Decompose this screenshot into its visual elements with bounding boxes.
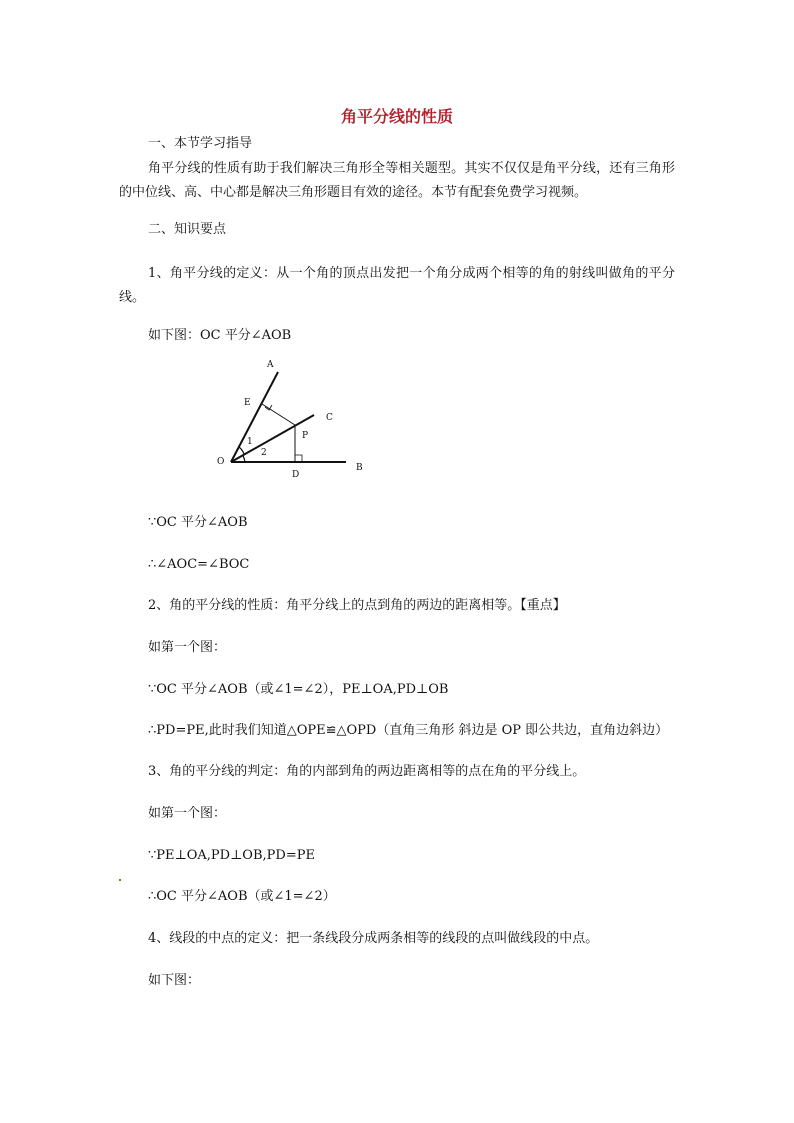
therefore-statement-2: ∴PD=PE,此时我们知道△OPE≌△OPD（直角三角形 斜边是 OP 即公共边，直角边斜边） [148,723,669,738]
label-e: E [244,398,251,408]
stray-mark [119,879,121,881]
label-angle-2: 2 [261,448,267,458]
section-heading-guide: 一、本节学习指导 [148,136,253,151]
point-1-definition: 1、角平分线的定义：从一个角的顶点出发把一个角分成两个相等的角的射线叫做角的平分线。 [119,266,675,305]
figure-caption: 如下图：OC 平分∠AOB [148,328,292,343]
label-p: P [302,431,309,441]
therefore-statement-3: ∴OC 平分∠AOB（或∠1=∠2） [148,889,336,904]
label-b: B [356,463,363,473]
point-2-property: 2、角的平分线的性质：角平分线上的点到角的两边的距离相等。【重点】 [148,598,566,613]
segment-pe [262,404,295,425]
label-a: A [267,360,274,370]
because-statement-2: ∵OC 平分∠AOB（或∠1=∠2），PE⊥OA,PD⊥OB [148,682,449,697]
figure-caption-2: 如下图： [148,973,201,988]
guide-paragraph: 角平分线的性质有助于我们解决三角形全等相关题型。其实不仅仅是角平分线，还有三角形的中位线、高、中心都是解决三角形题目有效的途径。本节有配套免费学习视频。 [119,161,675,200]
page-title: 角平分线的性质 [340,107,453,126]
because-statement-1: ∵OC 平分∠AOB [148,515,248,530]
label-c: C [326,413,333,423]
right-angle-mark-d [295,455,302,462]
see-figure-2: 如第一个图： [148,806,227,821]
label-angle-1: 1 [247,437,253,447]
angle-1-arc [239,447,244,454]
because-statement-3: ∵PE⊥OA,PD⊥OB,PD=PE [148,848,315,863]
label-d: D [292,470,300,480]
point-3-criterion: 3、角的平分线的判定：角的内部到角的两边距离相等的点在角的平分线上。 [148,764,586,779]
section-heading-key-points: 二、知识要点 [148,222,227,237]
label-o: O [217,457,225,467]
point-4-midpoint: 4、线段的中点的定义：把一条线段分成两条相等的线段的点叫做线段的中点。 [148,931,599,946]
therefore-statement-1: ∴∠AOC=∠BOC [148,557,250,572]
angle-bisector-figure [210,352,380,482]
see-figure-1: 如第一个图： [148,640,227,655]
